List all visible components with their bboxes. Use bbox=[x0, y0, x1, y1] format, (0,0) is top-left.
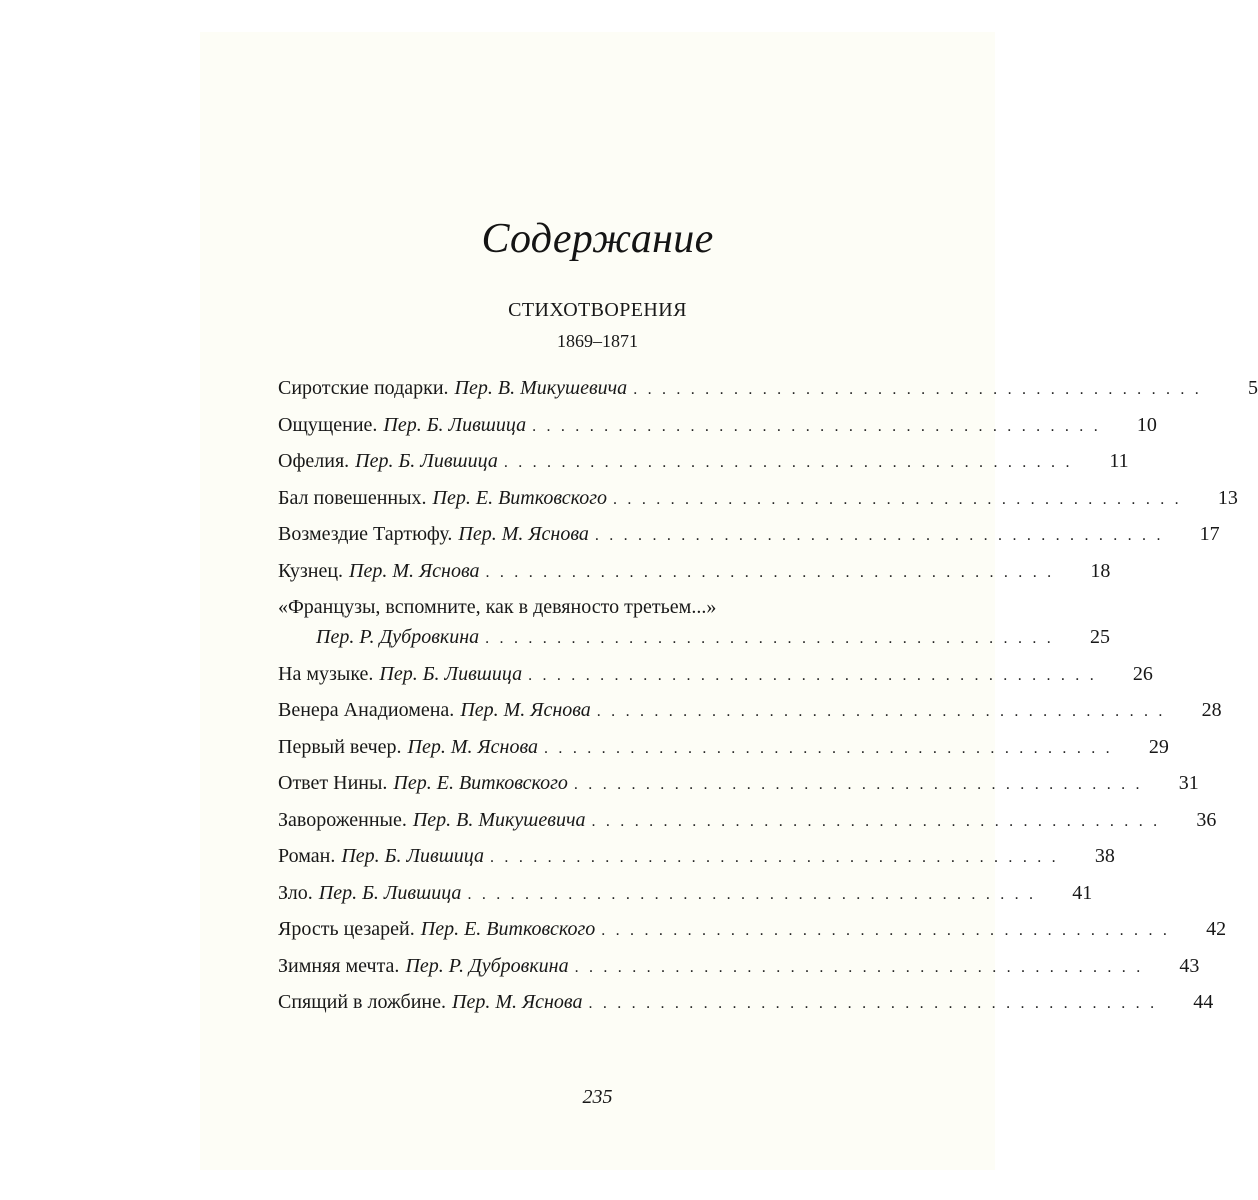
toc-entry-page: 5 bbox=[1248, 377, 1258, 399]
toc-entry bbox=[278, 374, 1258, 411]
toc-entry-page: 36 bbox=[1196, 808, 1217, 831]
toc-entry-page: 25 bbox=[1089, 626, 1110, 648]
toc-entry-page: 43 bbox=[1179, 954, 1200, 977]
toc-entry bbox=[278, 520, 1220, 557]
toc-entry-page: 29 bbox=[1148, 735, 1169, 758]
toc-entry-title: Офелия. bbox=[278, 450, 350, 472]
dot-leader: . . . . . . . . . . . . . . . . . . . . . . . . . . . . . . . . . . . . . . . . bbox=[601, 922, 1171, 939]
toc-entry-page: 17 bbox=[1199, 523, 1220, 545]
dot-leader: . . . . . . . . . . . . . . . . . . . . . . . . . . . . . . . . . . . . . . . . bbox=[573, 776, 1143, 793]
toc-entry bbox=[278, 952, 1200, 989]
toc-entry bbox=[278, 769, 1199, 806]
toc-entry-continuation bbox=[278, 623, 1110, 660]
toc-entry-title: На музыке. bbox=[278, 662, 374, 685]
book-page bbox=[200, 32, 1258, 1170]
toc-entry-page: 28 bbox=[1201, 699, 1222, 721]
toc-entry bbox=[278, 842, 1115, 879]
toc-entry-title: Спящий в ложбине. bbox=[278, 991, 446, 1013]
toc-entry-title: Кузнец. bbox=[278, 559, 344, 582]
toc-entry-translator: Пер. Е. Витковского bbox=[432, 486, 608, 509]
dot-leader: . . . . . . . . . . . . . . . . . . . . . . . . . . . . . . . . . . . . . . . . bbox=[485, 630, 1054, 647]
toc-entry bbox=[278, 733, 1169, 770]
toc-entry bbox=[278, 879, 1093, 916]
section-heading: СТИХОТВОРЕНИЯ bbox=[508, 299, 687, 321]
toc-entry-translator: Пер. Р. Дубровкина bbox=[405, 954, 569, 977]
toc-entry-translator: Пер. В. Микушевича bbox=[412, 808, 586, 831]
toc-entry-translator: Пер. М. Яснова bbox=[460, 699, 591, 721]
toc-entry-title: Ощущение. bbox=[278, 413, 378, 436]
toc-entry-translator: Пер. Б. Лившица bbox=[318, 881, 462, 904]
dot-leader: . . . . . . . . . . . . . . . . . . . . . . . . . . . . . . . . . . . . . . . . bbox=[613, 490, 1182, 508]
dot-leader: . . . . . . . . . . . . . . . . . . . . . . . . . . . . . . . . . . . . . . . . bbox=[490, 849, 1059, 866]
dot-leader: . . . . . . . . . . . . . . . . . . . . . . . . . . . . . . . . . . . . . . . . bbox=[574, 958, 1144, 976]
toc-entry-page: 41 bbox=[1072, 881, 1093, 904]
toc-entry-translator: Пер. М. Яснова bbox=[452, 991, 583, 1013]
table-of-contents bbox=[278, 374, 1258, 1025]
toc-entry-page: 44 bbox=[1193, 991, 1214, 1013]
toc-entry-translator: Пер. М. Яснова bbox=[349, 559, 480, 582]
toc-entry bbox=[278, 411, 1157, 448]
page-title: Содержание bbox=[481, 216, 714, 262]
toc-entry-translator: Пер. В. Микушевича bbox=[454, 377, 628, 399]
toc-entry bbox=[278, 557, 1111, 594]
toc-entry-title: «Французы, вспомните, как в девяносто третьем...» bbox=[278, 596, 717, 618]
toc-entry-page: 18 bbox=[1090, 559, 1111, 582]
toc-entry-title: Венера Анадиомена. bbox=[278, 699, 455, 721]
dot-leader: . . . . . . . . . . . . . . . . . . . . . . . . . . . . . . . . . . . . . . . . bbox=[591, 812, 1161, 830]
toc-entry bbox=[278, 915, 1227, 952]
toc-entry-page: 13 bbox=[1217, 486, 1238, 509]
dot-leader: . . . . . . . . . . . . . . . . . . . . . . . . . . . . . . . . . . . . . . . . bbox=[596, 703, 1166, 720]
toc-entry bbox=[278, 806, 1217, 843]
toc-entry bbox=[278, 988, 1214, 1025]
toc-entry-translator: Пер. Р. Дубровкина bbox=[316, 626, 480, 648]
toc-entry-translator: Пер. М. Яснова bbox=[458, 523, 589, 545]
toc-entry-title: Ярость цезарей. bbox=[278, 918, 415, 940]
page-number: 235 bbox=[582, 1086, 613, 1108]
toc-entry-title: Зло. bbox=[278, 881, 313, 904]
dot-leader: . . . . . . . . . . . . . . . . . . . . . . . . . . . . . . . . . . . . . . . . bbox=[532, 417, 1101, 435]
toc-entry-title: Бал повешенных. bbox=[278, 486, 427, 509]
toc-entry-title: Сиротские подарки. bbox=[278, 377, 449, 399]
dot-leader: . . . . . . . . . . . . . . . . . . . . . . . . . . . . . . . . . . . . . . . . bbox=[503, 454, 1073, 471]
toc-entry-translator: Пер. М. Яснова bbox=[407, 735, 539, 758]
toc-entry-translator: Пер. Е. Витковского bbox=[420, 918, 596, 940]
toc-entry-title: Завороженные. bbox=[278, 808, 407, 831]
toc-entry-page: 11 bbox=[1109, 450, 1129, 472]
toc-entry-translator: Пер. Б. Лившица bbox=[383, 413, 527, 436]
dot-leader: . . . . . . . . . . . . . . . . . . . . . . . . . . . . . . . . . . . . . . . . bbox=[485, 563, 1055, 581]
toc-entry-page: 31 bbox=[1178, 772, 1199, 794]
toc-entry-title: Ответ Нины. bbox=[278, 772, 388, 794]
toc-entry-page: 26 bbox=[1132, 662, 1153, 685]
toc-entry-translator: Пер. Б. Лившица bbox=[379, 662, 523, 685]
toc-entry bbox=[278, 696, 1222, 733]
toc-entry-translator: Пер. Е. Витковского bbox=[393, 772, 568, 794]
toc-entry-page: 10 bbox=[1136, 413, 1157, 436]
toc-entry-title: Зимняя мечта. bbox=[278, 954, 400, 977]
toc-entry-title: Первый вечер. bbox=[278, 735, 402, 758]
dot-leader: . . . . . . . . . . . . . . . . . . . . . . . . . . . . . . . . . . . . . . . . bbox=[528, 666, 1097, 684]
section-years: 1869–1871 bbox=[557, 331, 638, 351]
toc-entry bbox=[278, 447, 1129, 484]
toc-entry bbox=[278, 593, 818, 623]
dot-leader: . . . . . . . . . . . . . . . . . . . . . . . . . . . . . . . . . . . . . . . . bbox=[467, 885, 1037, 903]
toc-entry-page: 38 bbox=[1094, 845, 1115, 867]
toc-entry-title: Роман. bbox=[278, 845, 336, 867]
toc-entry-page: 42 bbox=[1206, 918, 1227, 940]
dot-leader: . . . . . . . . . . . . . . . . . . . . . . . . . . . . . . . . . . . . . . . . bbox=[594, 527, 1164, 544]
toc-entry bbox=[278, 660, 1153, 697]
dot-leader: . . . . . . . . . . . . . . . . . . . . . . . . . . . . . . . . . . . . . . . . bbox=[633, 381, 1202, 398]
toc-entry-title: Возмездие Тартюфу. bbox=[278, 523, 453, 545]
toc-entry bbox=[278, 484, 1238, 521]
toc-entry-translator: Пер. Б. Лившица bbox=[341, 845, 485, 867]
dot-leader: . . . . . . . . . . . . . . . . . . . . . . . . . . . . . . . . . . . . . . . . bbox=[588, 995, 1158, 1012]
dot-leader: . . . . . . . . . . . . . . . . . . . . . . . . . . . . . . . . . . . . . . . . bbox=[544, 739, 1113, 757]
toc-entry-translator: Пер. Б. Лившица bbox=[355, 450, 498, 472]
